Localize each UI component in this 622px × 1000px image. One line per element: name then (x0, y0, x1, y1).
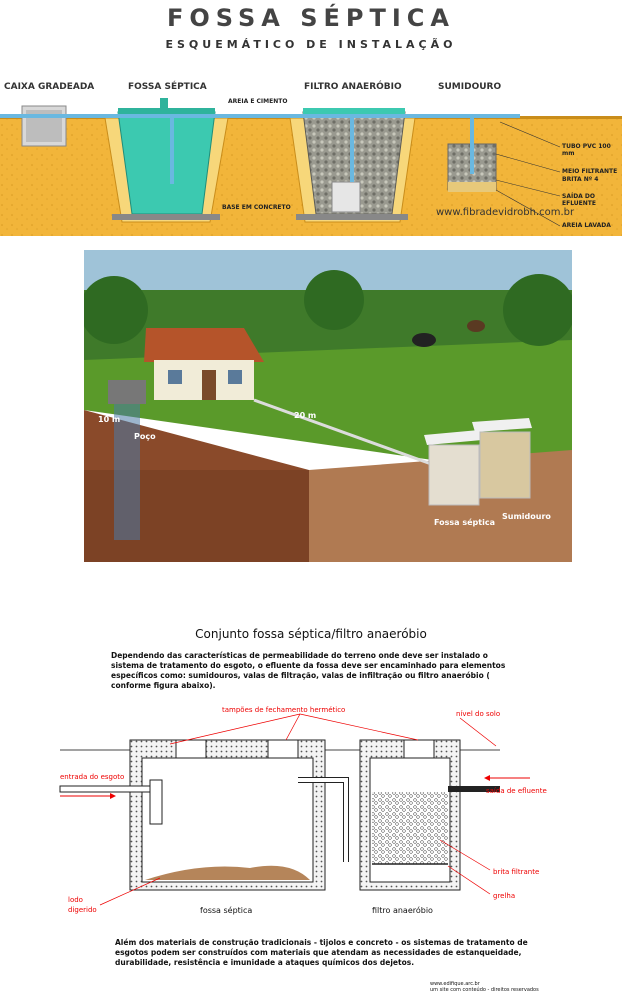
section-title: Conjunto fossa séptica/filtro anaeróbio (195, 627, 427, 641)
pvc-pipe (0, 114, 520, 118)
label-filtro-caption: filtro anaeróbio (372, 906, 433, 915)
section-paragraph: Dependendo das características de permeabilidade do terreno onde deve ser instalado o sistema de tratamento do esgoto, o efluente da fossa deve ser encaminhado para elementos específicos como: sumidouros, valas de filtração, valas de infiltração ou filtro anaeróbio ( conforme figura abaixo). (111, 651, 506, 690)
installation-illustration (84, 250, 572, 562)
label-tampoes: tampões de fechamento hermético (222, 706, 346, 714)
fossa-filtro-diagram (0, 700, 622, 930)
footer-paragraph: Além dos materiais de construção tradicionais - tijolos e concreto - os sistemas de tratamento de esgotos podem ser construídos com materiais que atendam as necessidades de estanqueidade, durabilidade, resistência e imunidade a ataques químicos dos dejetos. (115, 938, 528, 967)
label-caixa-gradeada: CAIXA GRADEADA (4, 82, 95, 92)
label-areia-lavada: AREIA LAVADA (562, 222, 611, 229)
page-title: FOSSA SÉPTICA (167, 4, 455, 32)
concrete-base (112, 214, 220, 220)
page-subtitle: ESQUEMÁTICO DE INSTALAÇÃO (165, 38, 457, 51)
label-brita-filtrante: brita filtrante (493, 868, 540, 876)
label-entrada-esgoto: entrada do esgoto (60, 773, 125, 781)
label-sumidouro: SUMIDOURO (438, 82, 502, 92)
label-filtro-anaerobio: FILTRO ANAERÓBIO (304, 82, 402, 92)
label-depth: 10 m (98, 415, 121, 424)
label-meio-filtrante: MEIO FILTRANTE (562, 168, 618, 175)
label-brita: BRITA Nº 4 (562, 176, 599, 183)
label-lodo: lodo (68, 896, 83, 904)
label-saida-efluente: SAÍDA DO EFLUENTE (562, 193, 596, 207)
label-grelha: grelha (493, 892, 516, 900)
fossa-septica-tank (118, 112, 215, 214)
label-poco: Poço (134, 432, 156, 441)
label-fossa-photo: Fossa séptica (434, 518, 495, 527)
label-sumidouro-photo: Sumidouro (502, 512, 551, 521)
credit-line1: www.edifique.arc.br (430, 981, 480, 987)
label-distance: 20 m (294, 411, 317, 420)
label-nivel-solo: nível do solo (456, 710, 501, 718)
label-areia-cimento: AREIA E CIMENTO (228, 98, 288, 105)
website-url: www.fibradevidrobh.com.br (436, 207, 575, 218)
credit (430, 981, 539, 993)
label-base-concreto: BASE EM CONCRETO (222, 204, 291, 211)
label-digerido: digerido (68, 906, 97, 914)
label-saida-efluente: saída de efluente (486, 787, 547, 795)
label-tubo-pvc: TUBO PVC 100 mm (562, 143, 611, 157)
label-fossa-septica: FOSSA SÉPTICA (128, 82, 207, 92)
credit-line2: um site com conteúdo - direitos reservados (430, 987, 539, 993)
label-fossa-septica-caption: fossa séptica (200, 906, 253, 915)
